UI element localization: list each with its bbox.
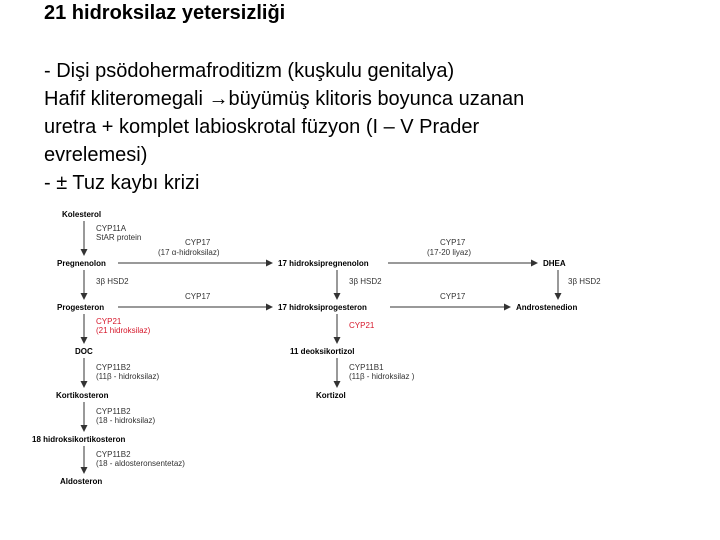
enzyme-cyp21-1: CYP21 xyxy=(96,317,122,326)
node-kortikosteron: Kortikosteron xyxy=(56,391,109,400)
node-pregnenolon: Pregnenolon xyxy=(57,259,106,268)
node-17-hidroksiprogesteron: 17 hidroksiprogesteron xyxy=(278,303,367,312)
enzyme-hsd-2: 3β HSD2 xyxy=(349,277,382,286)
text-line-1: - Dişi psödohermafroditizm (kuşkulu genitalya) xyxy=(44,60,455,82)
node-doc: DOC xyxy=(75,347,93,356)
enzyme-cyp11b2-3b: (18 - aldosteronsentetaz) xyxy=(96,459,185,468)
node-dhea: DHEA xyxy=(543,259,566,268)
enzyme-cyp11b2-3: CYP11B2 xyxy=(96,450,131,459)
enzyme-cyp17-a1: CYP17 xyxy=(185,238,211,247)
enzyme-cyp11a: CYP11A xyxy=(96,224,127,233)
enzyme-cyp17-b1: CYP17 xyxy=(440,238,466,247)
enzyme-cyp11b1: CYP11B1 xyxy=(349,363,384,372)
text-line-4: evrelemesi) xyxy=(44,144,148,166)
enzyme-cyp11b2-1b: (11β - hidroksilaz) xyxy=(96,372,160,381)
enzyme-hsd-1: 3β HSD2 xyxy=(96,277,129,286)
enzyme-cyp17-a2: (17 α-hidroksilaz) xyxy=(158,248,220,257)
text-line-5: - ± Tuz kaybı krizi xyxy=(44,172,200,194)
node-kortizol: Kortizol xyxy=(316,391,346,400)
enzyme-hsd-3: 3β HSD2 xyxy=(568,277,601,286)
text-line-2: Hafif kliteromegali →büyümüş klitoris boyunca uzanan xyxy=(44,88,525,110)
node-17-hidroksipregnenolon: 17 hidroksipregnenolon xyxy=(278,259,369,268)
enzyme-cyp17-d: CYP17 xyxy=(440,292,466,301)
enzyme-star: StAR protein xyxy=(96,233,142,242)
enzyme-cyp11b2-2b: (18 - hidroksilaz) xyxy=(96,416,156,425)
text-line-3: uretra + komplet labioskrotal füzyon (I – V Prader xyxy=(44,116,480,138)
node-aldosteron: Aldosteron xyxy=(60,477,103,486)
slide-title: 21 hidroksilaz yetersizliği xyxy=(44,2,286,24)
node-progesteron: Progesteron xyxy=(57,303,105,312)
enzyme-cyp21-2: CYP21 xyxy=(349,321,375,330)
enzyme-cyp17-c: CYP17 xyxy=(185,292,211,301)
enzyme-cyp11b1-b: (11β - hidroksilaz ) xyxy=(349,372,415,381)
enzyme-cyp17-b2: (17-20 liyaz) xyxy=(427,248,472,257)
node-kolesterol: Kolesterol xyxy=(62,210,102,219)
enzyme-cyp11b2-1: CYP11B2 xyxy=(96,363,131,372)
node-11-deoksikortizol: 11 deoksikortizol xyxy=(290,347,355,356)
node-18-hidroksikortikosteron: 18 hidroksikortikosteron xyxy=(32,435,126,444)
enzyme-cyp11b2-2: CYP11B2 xyxy=(96,407,131,416)
node-androstenedion: Androstenedion xyxy=(516,303,578,312)
enzyme-cyp21-1b: (21 hidroksilaz) xyxy=(96,326,151,335)
